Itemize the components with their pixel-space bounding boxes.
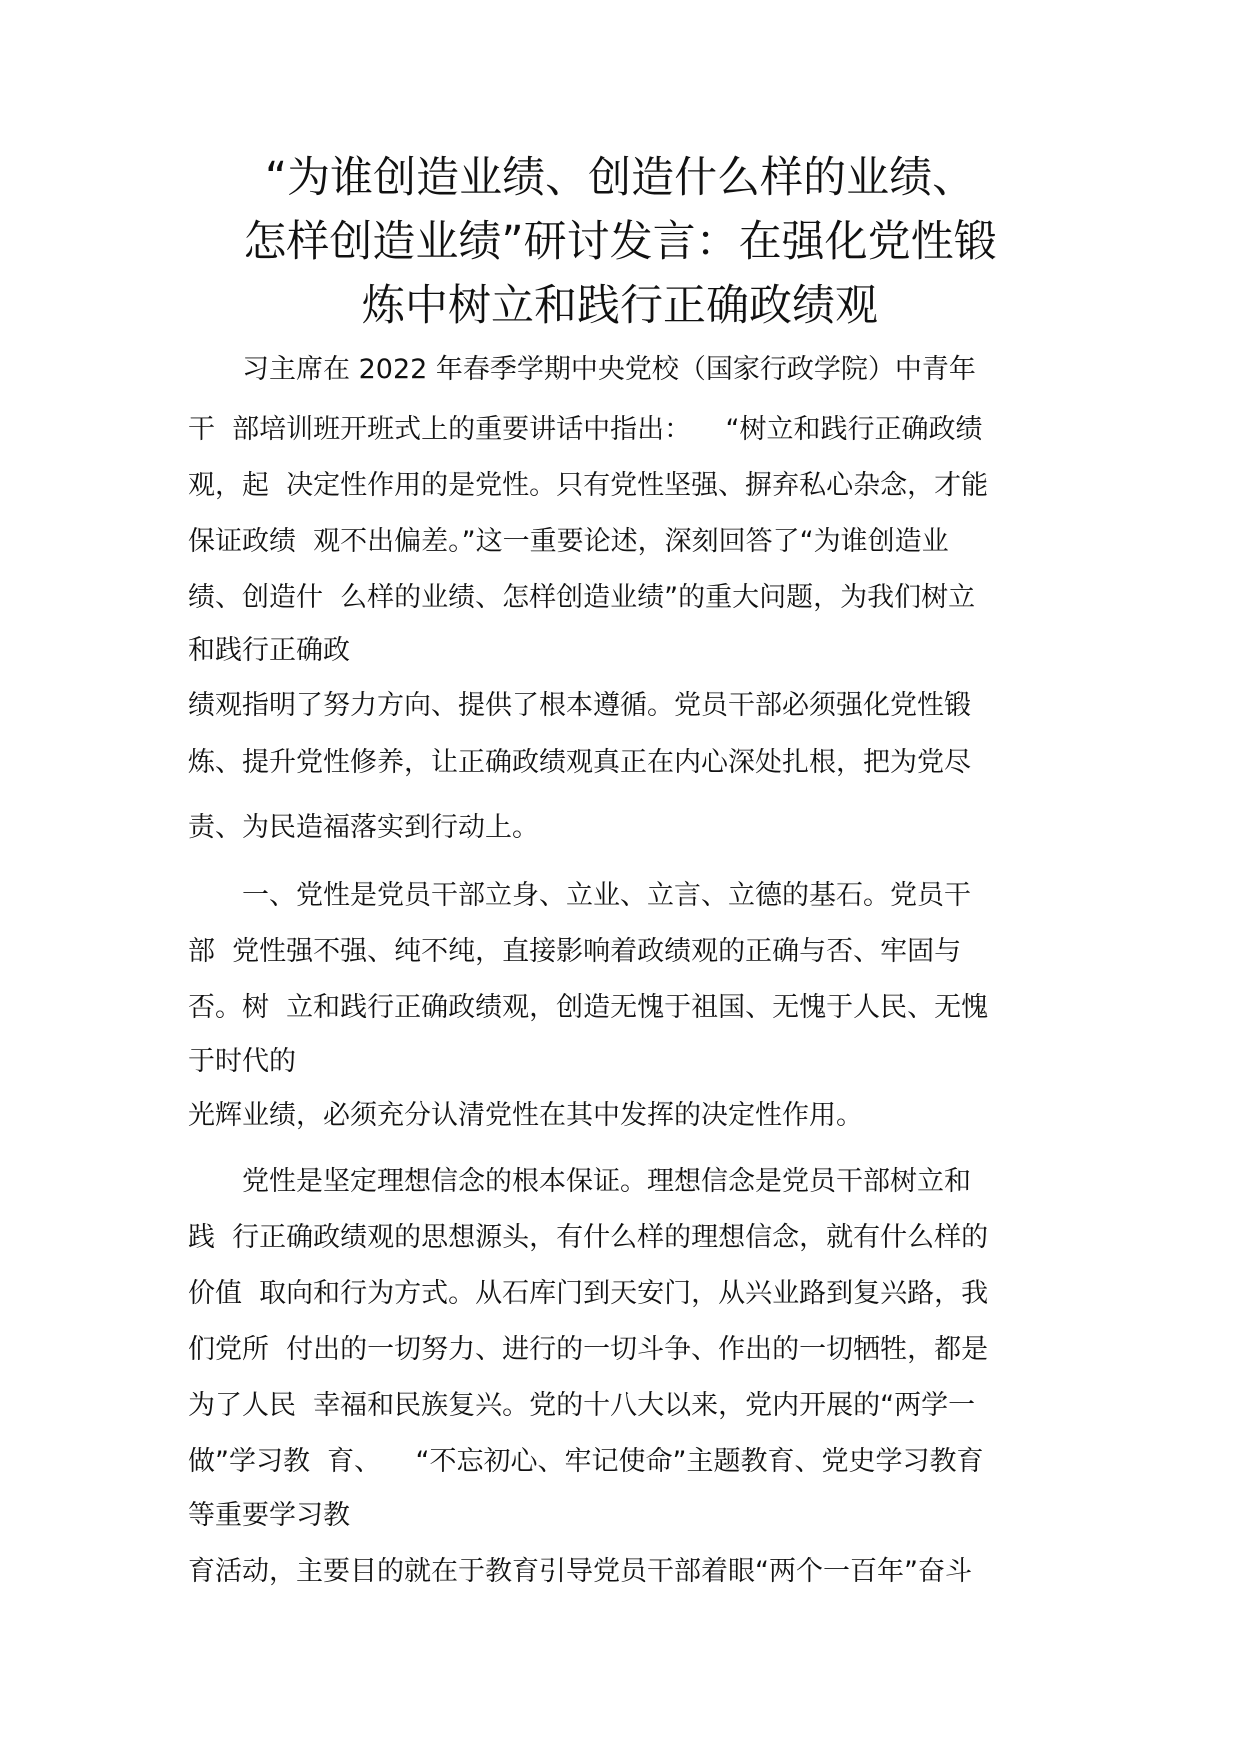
- body-line: 践 行正确政绩观的思想源头，有什么样的理想信念，就有什么样的: [188, 1222, 989, 1253]
- body-line: 一、党性是党员干部立身、立业、立言、立德的基石。党员干: [242, 880, 971, 911]
- body-line: 炼、提升党性修养，让正确政绩观真正在内心深处扎根，把为党尽: [188, 747, 971, 778]
- title-line-2: 怎样创造业绩”研讨发言：在强化党性锻: [243, 217, 997, 267]
- body-line: 党性是坚定理想信念的根本保证。理想信念是党员干部树立和: [242, 1166, 971, 1197]
- body-line: 保证政绩 观不出偏差。”这一重要论述，深刻回答了“为谁创造业: [188, 526, 949, 557]
- body-line: 干 部培训班开班式上的重要讲话中指出： “树立和践行正确政绩: [188, 414, 983, 445]
- body-line: 做”学习教 育、 “不忘初心、牢记使命”主题教育、党史学习教育: [188, 1446, 984, 1477]
- body-line: 部 党性强不强、纯不纯，直接影响着政绩观的正确与否、牢固与: [188, 936, 962, 967]
- body-line: 和践行正确政: [188, 635, 350, 666]
- body-line: 责、为民造福落实到行动上。: [188, 812, 539, 843]
- body-line: 观，起 决定性作用的是党性。只有党性坚强、摒弃私心杂念，才能: [188, 470, 989, 501]
- body-line: 否。树 立和践行正确政绩观，创造无愧于祖国、无愧于人民、无愧: [188, 992, 989, 1023]
- body-line: 们党所 付出的一切努力、进行的一切斗争、作出的一切牺牲，都是: [188, 1334, 989, 1365]
- body-line: 光辉业绩，必须充分认清党性在其中发挥的决定性作用。: [188, 1100, 863, 1131]
- body-line: 等重要学习教: [188, 1500, 350, 1531]
- body-line: 习主席在 2022 年春季学期中央党校（国家行政学院）中青年: [242, 354, 976, 385]
- title-line-3: 炼中树立和践行正确政绩观: [362, 281, 878, 331]
- body-line: 为了人民 幸福和民族复兴。党的十八大以来，党内开展的“两学一: [188, 1390, 976, 1421]
- body-line: 价值 取向和行为方式。从石库门到天安门，从兴业路到复兴路，我: [188, 1278, 989, 1309]
- body-line: 育活动，主要目的就在于教育引导党员干部着眼“两个一百年”奋斗: [188, 1556, 972, 1587]
- body-line: 于时代的: [188, 1046, 296, 1077]
- title-line-1: “为谁创造业绩、创造什么样的业绩、: [264, 153, 976, 203]
- document-title: [160, 146, 1080, 338]
- body-line: 绩、创造什 么样的业绩、怎样创造业绩”的重大问题，为我们树立: [188, 582, 976, 613]
- body-line: 绩观指明了努力方向、提供了根本遵循。党员干部必须强化党性锻: [188, 690, 971, 721]
